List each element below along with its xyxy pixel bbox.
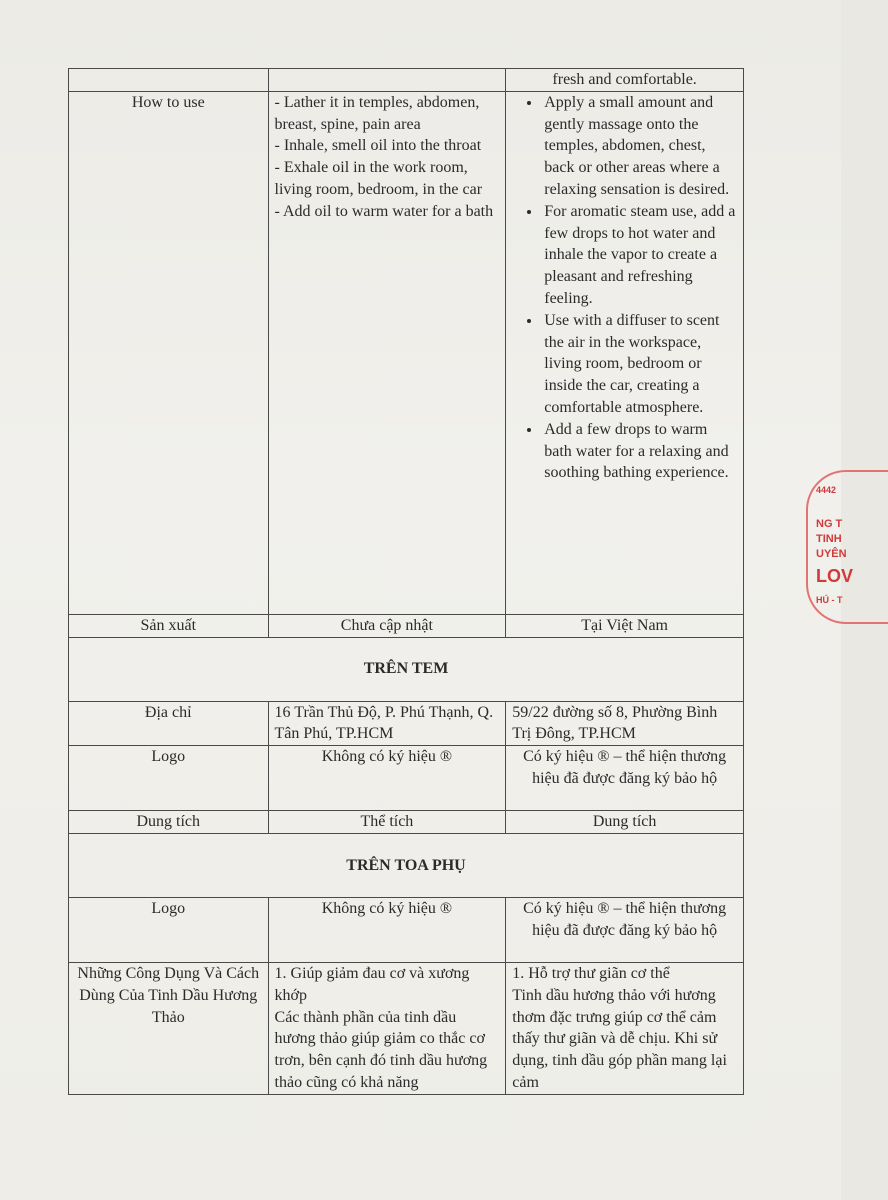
cell-text (268, 91, 506, 614)
cell-text: 16 Trần Thủ Độ, P. Phú Thạnh, Q. Tân Phú, TP.HCM (268, 701, 506, 746)
row-label: Địa chỉ (69, 701, 269, 746)
cell-text (268, 962, 506, 1094)
cell-text: Không có ký hiệu ® (268, 897, 506, 962)
stamp-text: HÚ - T (816, 595, 843, 605)
row-label: Dung tích (69, 811, 269, 834)
section-title: TRÊN TOA PHỤ (69, 833, 744, 897)
usage-line: - Exhale oil in the work room, living room, bedroom, in the car (274, 159, 483, 198)
section-header-row (69, 833, 744, 897)
cell-text: Có ký hiệu ® – thể hiện thương hiệu đã được đăng ký bảo hộ (506, 746, 744, 811)
table-row (69, 811, 744, 834)
usage-line: - Lather it in temples, abdomen, breast, spine, pain area (274, 93, 480, 133)
cell-empty (69, 69, 269, 92)
list-item: • Apply a small amount and gently massage onto the temples, abdomen, chest, back or other areas where a relaxing sensation is desired. (542, 92, 737, 201)
stamp-text: TINH (816, 533, 842, 545)
cell-text: Có ký hiệu ® – thể hiện thương hiệu đã được đăng ký bảo hộ (506, 897, 744, 962)
cell-text: fresh and comfortable. (506, 69, 744, 92)
table-row (69, 69, 744, 92)
cell-text: Thể tích (268, 811, 506, 834)
stamp-text: LOV (816, 566, 854, 586)
item-title: 1. Giúp giảm đau cơ và xương khớp (274, 964, 470, 1004)
table-row (69, 962, 744, 1094)
stamp-text: 4442 (816, 485, 837, 495)
row-label: Sản xuất (69, 614, 269, 637)
cell-text: Tại Việt Nam (506, 614, 744, 637)
cell-text (506, 91, 744, 614)
section-title: TRÊN TEM (69, 637, 744, 701)
list-item: • Add a few drops to warm bath water for a relaxing and soothing bathing experience. (542, 419, 737, 484)
cell-text: Dung tích (506, 811, 744, 834)
usage-line: - Add oil to warm water for a bath (274, 202, 494, 220)
cell-text (506, 962, 744, 1094)
stamp-text: NG T (816, 518, 843, 530)
list-item: • For aromatic steam use, add a few drops to hot water and inhale the vapor to create a pleasant and refreshing feeling. (542, 201, 737, 310)
cell-text: Chưa cập nhật (268, 614, 506, 637)
table-row (69, 897, 744, 962)
list-item: • Use with a diffuser to scent the air in the workspace, living room, bedroom or inside the car, creating a comfortable atmosphere. (542, 310, 737, 419)
comparison-table (68, 68, 744, 1095)
row-label: Logo (69, 897, 269, 962)
table-row (69, 614, 744, 637)
row-label: How to use (69, 91, 269, 614)
table-row (69, 701, 744, 746)
table-row (69, 91, 744, 614)
cell-text: Không có ký hiệu ® (268, 746, 506, 811)
item-body: Các thành phần của tinh dầu hương thảo giúp giảm co thắc cơ trơn, bên cạnh đó tinh dầu hương thảo cũng có khả năng (274, 1008, 488, 1091)
cell-text: 59/22 đường số 8, Phường Bình Trị Đông, TP.HCM (506, 701, 744, 746)
item-body: Tinh dầu hương thảo với hương thơm đặc trưng giúp cơ thể cảm thấy thư giãn và dễ chịu. Khi sử dụng, tinh dầu góp phần mang lại cảm (512, 986, 727, 1091)
section-header-row (69, 637, 744, 701)
table-row (69, 746, 744, 811)
cell-empty (268, 69, 506, 92)
stamp-text: UYÊN (816, 548, 847, 560)
row-label: Những Công Dụng Và Cách Dùng Của Tinh Dầu Hương Thảo (69, 962, 269, 1094)
usage-line: - Inhale, smell oil into the throat (274, 137, 482, 155)
usage-bullet-list (512, 92, 737, 484)
row-label: Logo (69, 746, 269, 811)
red-stamp (806, 470, 866, 630)
item-title: 1. Hỗ trợ thư giãn cơ thể (512, 964, 670, 982)
